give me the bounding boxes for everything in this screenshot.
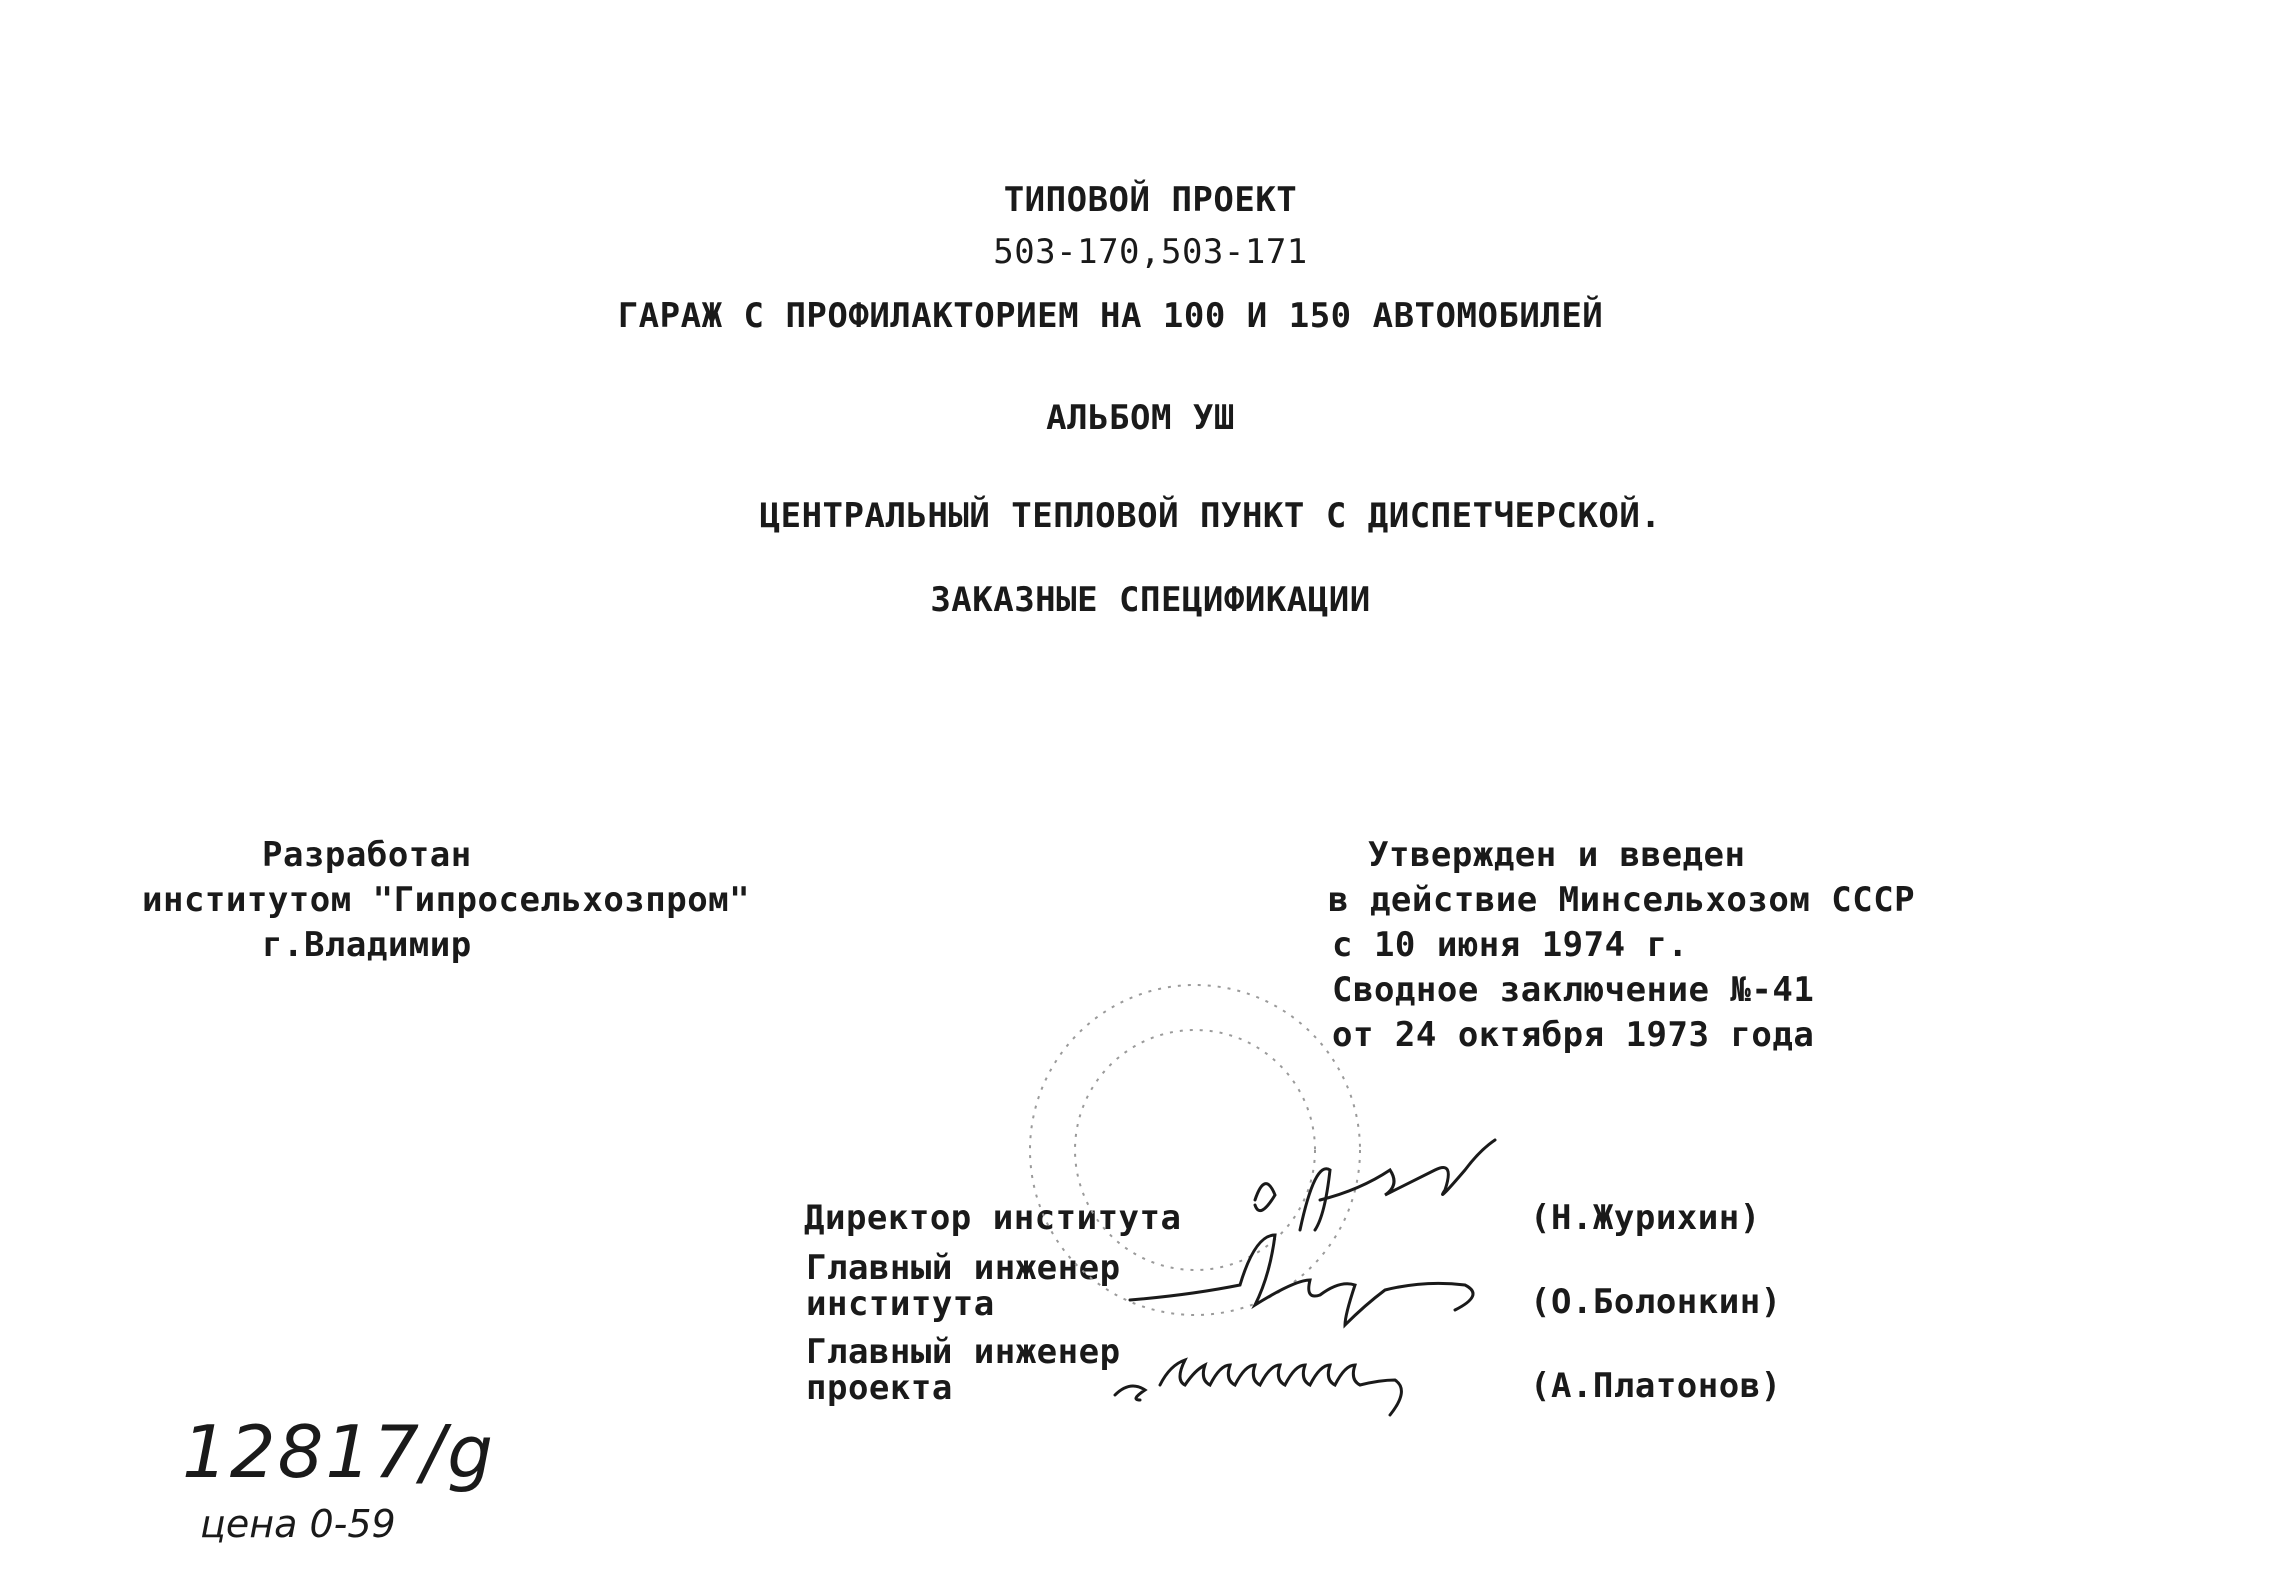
approval-line-2: в действие Минсельхозом СССР — [1328, 880, 1916, 920]
signatory-title-chief-engineer-institute-1: Главный инженер — [806, 1248, 1121, 1288]
signatory-name-chief-engineer-institute: (О.Болонкин) — [1530, 1282, 1782, 1322]
signatory-title-chief-engineer-institute-2: института — [806, 1284, 995, 1324]
official-stamp — [1030, 985, 1360, 1315]
approval-line-1: Утвержден и введен — [1368, 835, 1746, 875]
project-number: 503-170,503-171 — [993, 232, 1308, 272]
signatory-name-chief-engineer-project: (А.Платонов) — [1530, 1366, 1782, 1406]
signature-director — [1255, 1140, 1495, 1230]
developer-line-3: г.Владимир — [262, 925, 472, 965]
inventory-number: 12817/g — [182, 1410, 496, 1494]
signatory-name-director: (Н.Журихин) — [1530, 1198, 1761, 1238]
approval-line-4: Сводное заключение №-41 — [1332, 970, 1815, 1010]
signatory-title-chief-engineer-project-2: проекта — [806, 1368, 953, 1408]
signatory-title-director: Директор института — [804, 1198, 1182, 1238]
album-subject: ЦЕНТРАЛЬНЫЙ ТЕПЛОВОЙ ПУНКТ С ДИСПЕТЧЕРСКОЙ. — [759, 496, 1662, 536]
approval-line-5: от 24 октября 1973 года — [1332, 1015, 1815, 1055]
doc-type-title: ТИПОВОЙ ПРОЕКТ — [1003, 180, 1298, 220]
signature-chief-engineer-project — [1115, 1360, 1401, 1415]
developer-line-2: институтом "Гипросельхозпром" — [142, 880, 751, 920]
price-note: цена 0-59 — [200, 1502, 396, 1546]
approval-line-3: с 10 июня 1974 г. — [1332, 925, 1689, 965]
signature-chief-engineer-institute — [1130, 1235, 1473, 1325]
developer-line-1: Разработан — [262, 835, 472, 875]
album-label: АЛЬБОМ УШ — [1046, 398, 1235, 438]
section-title: ЗАКАЗНЫЕ СПЕЦИФИКАЦИИ — [930, 580, 1371, 620]
project-title: ГАРАЖ С ПРОФИЛАКТОРИЕМ НА 100 И 150 АВТОМОБИЛЕЙ — [617, 296, 1604, 336]
signatory-title-chief-engineer-project-1: Главный инженер — [806, 1332, 1121, 1372]
